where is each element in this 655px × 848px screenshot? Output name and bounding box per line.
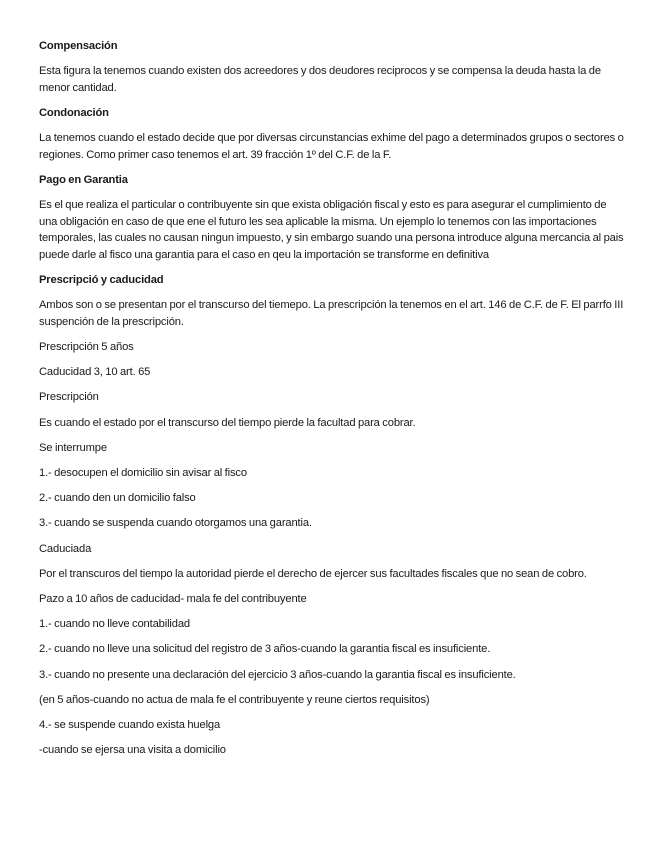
line-prescripcion-anos: Prescripción 5 años	[39, 341, 134, 354]
heading-prescripcion-caducidad: Prescripció y caducidad	[39, 274, 164, 287]
heading-condonacion: Condonación	[39, 106, 109, 119]
subheading-se-interrumpe: Se interrumpe	[39, 441, 107, 454]
list-item: 4.- se suspende cuando exista huelga	[39, 718, 221, 731]
list-item: 1.- cuando no lleve contabilidad	[39, 618, 190, 631]
paragraph-condonacion: La tenemos cuando el estado decide que por diversas circunstancias exhime del pago a determinados grupos o sectores o regiones. Como primer caso tenemos el art. 39 fracción 1º del C.F. de la F.	[39, 132, 624, 161]
paragraph-prescripcion-caducidad: Ambos son o se presentan por el transcurso del tiemepo. La prescripción la tenemos en el art. 146 de C.F. de F. El parrfo III suspención de la prescripción.	[39, 299, 624, 328]
paragraph-caducidad-definicion: Por el transcuros del tiempo la autoridad pierde el derecho de ejercer sus facultades fiscales que no sean de cobro.	[39, 567, 587, 580]
list-item: 3.- cuando se suspenda cuando otorgamos una garantia.	[39, 517, 312, 530]
subheading-prescripcion: Prescripción	[39, 391, 99, 404]
note-cinco-anos: (en 5 años-cuando no actua de mala fe el contribuyente y reune ciertos requisitos)	[39, 693, 430, 706]
list-item: 1.- desocupen el domicilio sin avisar al fisco	[39, 467, 247, 479]
heading-compensacion: Compensación	[39, 40, 118, 52]
list-item: -cuando se ejersa una visita a domicilio	[39, 744, 226, 757]
paragraph-prescripcion-definicion: Es cuando el estado por el transcurso del tiempo pierde la facultad para cobrar.	[39, 416, 416, 429]
heading-pago-en-garantia: Pago en Garantia	[39, 173, 128, 186]
paragraph-compensacion: Esta figura la tenemos cuando existen dos acreedores y dos deudores reciprocos y se compensa la deuda hasta la de menor cantidad.	[39, 65, 601, 94]
paragraph-pago-en-garantia: Es el que realiza el particular o contribuyente sin que exista obligación fiscal y esto es para asegurar el cumplimiento de una obligación en caso de que ene el futuro les sea aplicable la misma. Un ejemplo lo tenemos con las importaciones temporales, las cuales no causan ningun impuesto, y sin embargo suando una persona introduce alguna mercancia al pais puede darle al fisco una garantia para el caso en qeu la importación se transforme en definitiva	[39, 199, 624, 261]
list-item: 2.- cuando den un domicilio falso	[39, 492, 196, 505]
subheading-caduciada: Caduciada	[39, 542, 92, 555]
list-item: 3.- cuando no presente una declaración del ejercicio 3 años-cuando la garantia fiscal es insuficiente.	[39, 668, 516, 681]
line-caducidad-articulo: Caducidad 3, 10 art. 65	[39, 366, 151, 379]
list-item: 2.- cuando no lleve una solicitud del registro de 3 años-cuando la garantia fiscal es insuficiente.	[39, 643, 491, 656]
line-plazo-caducidad: Pazo a 10 años de caducidad- mala fe del contribuyente	[39, 592, 307, 605]
document-page	[39, 38, 624, 767]
